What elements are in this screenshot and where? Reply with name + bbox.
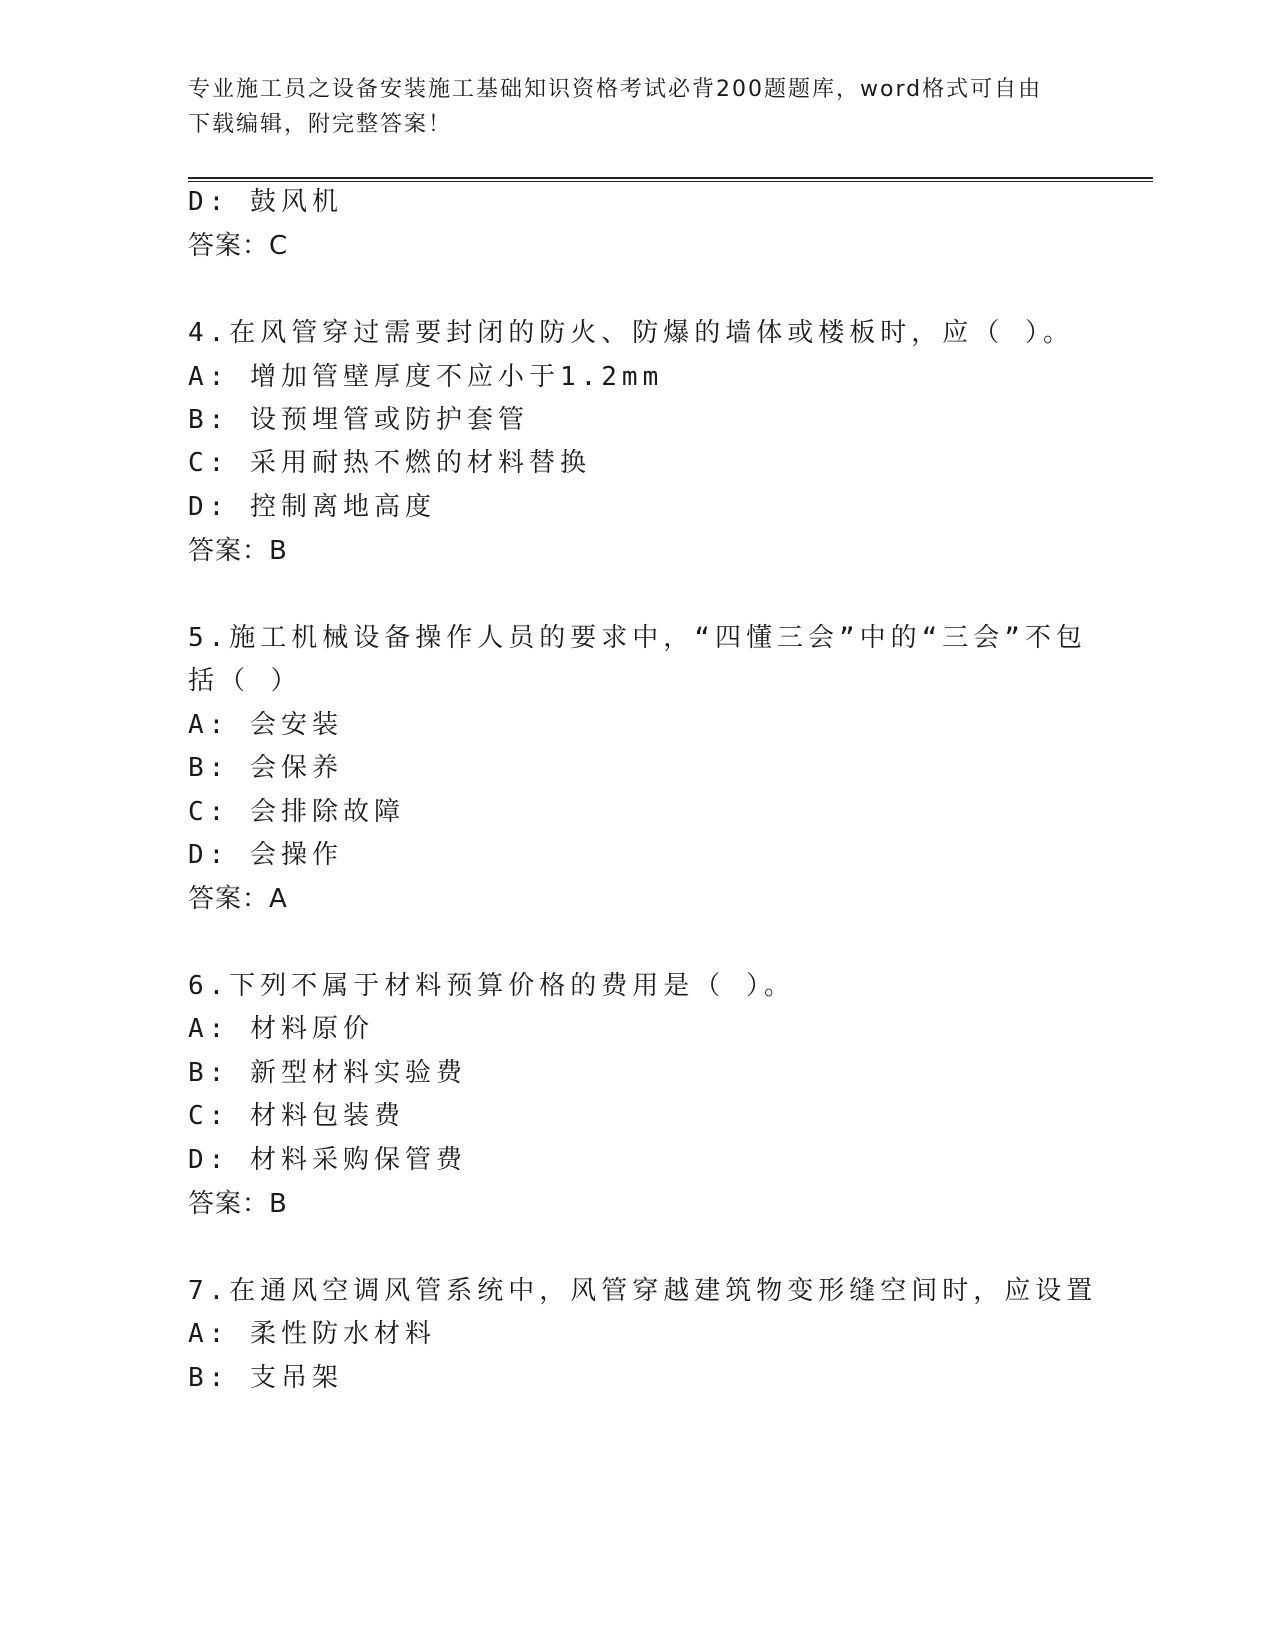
- question-5-continued: 括（ ）: [188, 666, 302, 696]
- question-5: 5.施工机械设备操作人员的要求中，“四懂三会”中的“三会”不包: [188, 623, 1087, 653]
- question-4: 4.在风管穿过需要封闭的防火、防爆的墙体或楼板时，应（ ）。: [188, 318, 1074, 348]
- answer-line: 答案：C: [188, 231, 289, 261]
- option-c: C: 材料包装费: [188, 1101, 405, 1131]
- option-b: B: 支吊架: [188, 1363, 343, 1393]
- answer-line: 答案：A: [188, 884, 288, 914]
- option-a: A: 材料原价: [188, 1014, 374, 1044]
- option-d: D: 会操作: [188, 840, 343, 870]
- header-line-2: 下载编辑，附完整答案！: [188, 112, 453, 137]
- option-a: A: 增加管壁厚度不应小于1.2mm: [188, 362, 664, 392]
- option-a: A: 柔性防水材料: [188, 1319, 436, 1349]
- option-a: A: 会安装: [188, 710, 343, 740]
- option-c: C: 采用耐热不燃的材料替换: [188, 448, 591, 478]
- option-d: D: 材料采购保管费: [188, 1145, 467, 1175]
- question-7: 7.在通风空调风管系统中，风管穿越建筑物变形缝空间时，应设置: [188, 1276, 1098, 1306]
- option-b: B: 会保养: [188, 753, 343, 783]
- answer-line: 答案：B: [188, 1189, 288, 1219]
- answer-line: 答案：B: [188, 536, 288, 566]
- header-line-1: 专业施工员之设备安装施工基础知识资格考试必背200题题库，word格式可自由: [188, 77, 1043, 102]
- option-b: B: 设预埋管或防护套管: [188, 405, 529, 435]
- option-c: C: 会排除故障: [188, 797, 405, 827]
- option-b: B: 新型材料实验费: [188, 1058, 467, 1088]
- option-d: D: 鼓风机: [188, 187, 343, 217]
- option-d: D: 控制离地高度: [188, 492, 436, 522]
- document-header: [188, 72, 1068, 142]
- header-divider: [188, 177, 1153, 182]
- question-6: 6.下列不属于材料预算价格的费用是（ ）。: [188, 971, 795, 1001]
